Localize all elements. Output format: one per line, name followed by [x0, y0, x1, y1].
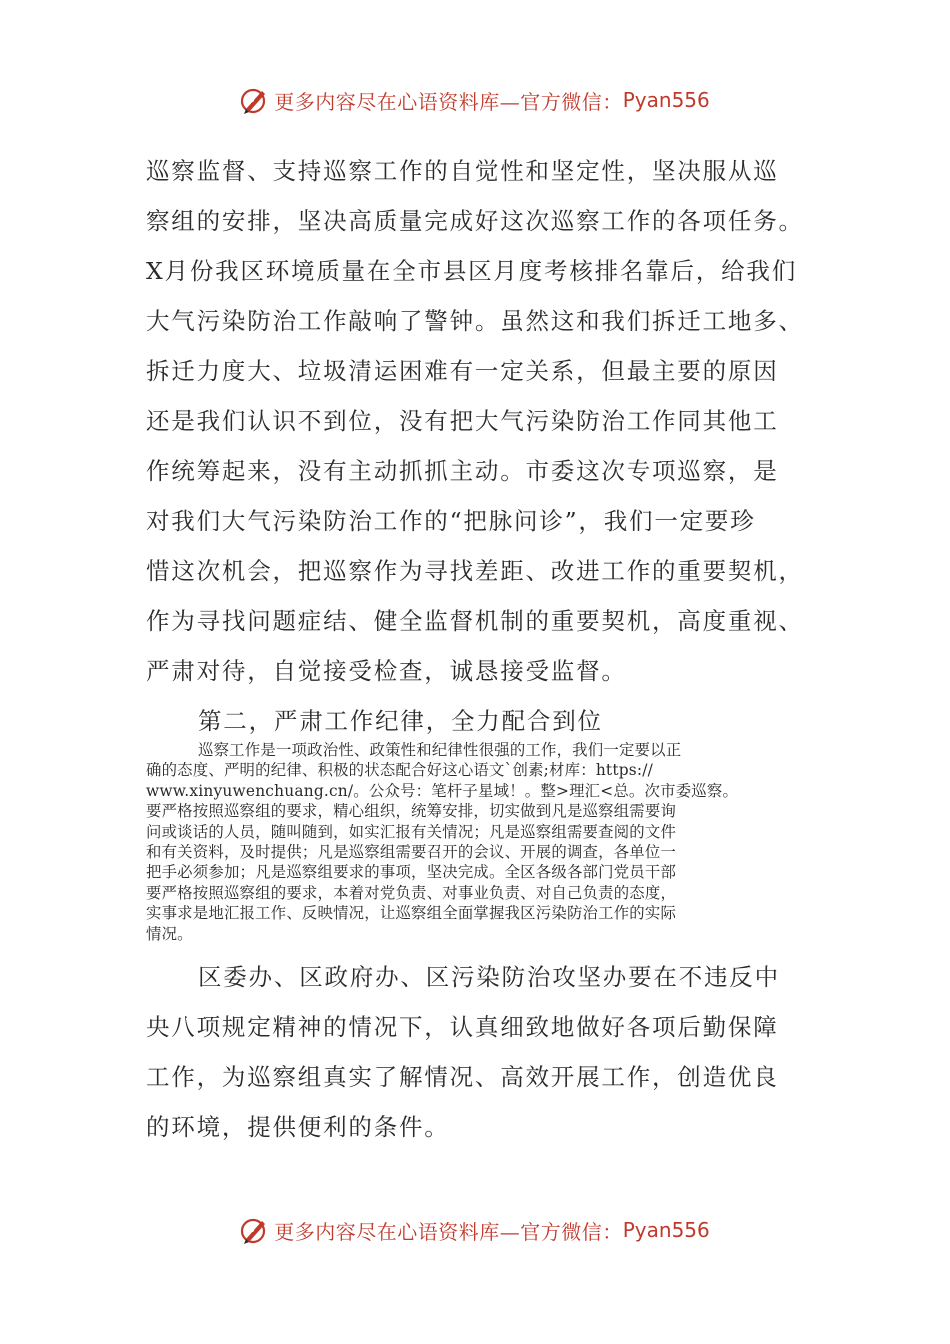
- text-line: 作统筹起来，没有主动抓抓主动。市委这次专项巡察，是: [146, 457, 779, 485]
- text-line: 巡察监督、支持巡察工作的自觉性和坚定性，坚决服从巡: [146, 157, 779, 185]
- section-heading: 第二，严肃工作纪律，全力配合到位: [198, 707, 603, 735]
- footer-text: 更多内容尽在心语资料库—官方微信：: [274, 1219, 623, 1244]
- text-line: 把手必须参加；凡是巡察组要求的事项，坚决完成。全区各级各部门党员干部: [146, 863, 677, 882]
- text-line: 区委办、区政府办、区污染防治攻坚办要在不违反中: [198, 962, 780, 991]
- header-banner: [0, 80, 950, 120]
- paragraph-3: [146, 952, 806, 1152]
- text-line: 惜这次机会，把巡察作为寻找差距、改进工作的重要契机，: [146, 557, 804, 585]
- text-line: 大气污染防治工作敲响了警钟。虽然这和我们拆迁工地多、: [146, 307, 804, 335]
- header-text: 更多内容尽在心语资料库—官方微信：: [274, 89, 623, 114]
- paragraph-2-small: [146, 740, 806, 944]
- text-line: 实事求是地汇报工作、反映情况，让巡察组全面掌握我区污染防治工作的实际: [146, 904, 677, 923]
- text-line: 央八项规定精神的情况下，认真细致地做好各项后勤保障: [146, 1012, 779, 1041]
- text-line: 对我们大气污染防治工作的“把脉问诊”，我们一定要珍: [146, 507, 756, 535]
- text-line: 要严格按照巡察组的要求，本着对党负责、对事业负责、对自己负责的态度，: [146, 883, 677, 902]
- text-line: 确的态度、严明的纪律、积极的状态配合好这心语文`创素;材库：https://: [146, 761, 654, 780]
- text-line: 严肃对待，自觉接受检查，诚恳接受监督。: [146, 657, 627, 685]
- text-line: 拆迁力度大、垃圾清运困难有一定关系，但最主要的原因: [146, 357, 779, 385]
- text-line: X月份我区环境质量在全市县区月度考核排名靠后，给我们: [146, 257, 798, 285]
- text-line: 巡察工作是一项政治性、政策性和纪律性很强的工作，我们一定要以正: [198, 741, 682, 759]
- text-line: 还是我们认识不到位，没有把大气污染防治工作同其他工: [146, 407, 779, 435]
- header-wechat-handle: Pyan556: [622, 88, 710, 112]
- text-line: 问或谈话的人员，随叫随到，如实汇报有关情况；凡是巡察组需要查阅的文件: [146, 822, 677, 841]
- paragraph-1: [146, 146, 806, 696]
- footer-banner: [0, 1210, 950, 1250]
- text-line: 作为寻找问题症结、健全监督机制的重要契机，高度重视、: [146, 607, 804, 635]
- text-line: 工作，为巡察组真实了解情况、高效开展工作，创造优良: [146, 1062, 779, 1091]
- text-line: www.xinyuwenchuang.cn/。公众号：笔杆子星域！。整>理汇<总。次市委巡察。: [146, 781, 739, 800]
- text-line: 情况。: [146, 924, 193, 943]
- text-line: 的环境，提供便利的条件。: [146, 1112, 450, 1141]
- pen-circle-logo-icon: [240, 85, 270, 115]
- footer-wechat-handle: Pyan556: [622, 1218, 710, 1242]
- text-line: 要严格按照巡察组的要求，精心组织，统筹安排，切实做到凡是巡察组需要询: [146, 802, 677, 821]
- pen-circle-logo-icon: [240, 1215, 270, 1245]
- document-body: [146, 146, 806, 1152]
- text-line: 察组的安排，坚决高质量完成好这次巡察工作的各项任务。: [146, 207, 804, 235]
- text-line: 和有关资料，及时提供；凡是巡察组需要召开的会议、开展的调查，各单位一: [146, 842, 677, 861]
